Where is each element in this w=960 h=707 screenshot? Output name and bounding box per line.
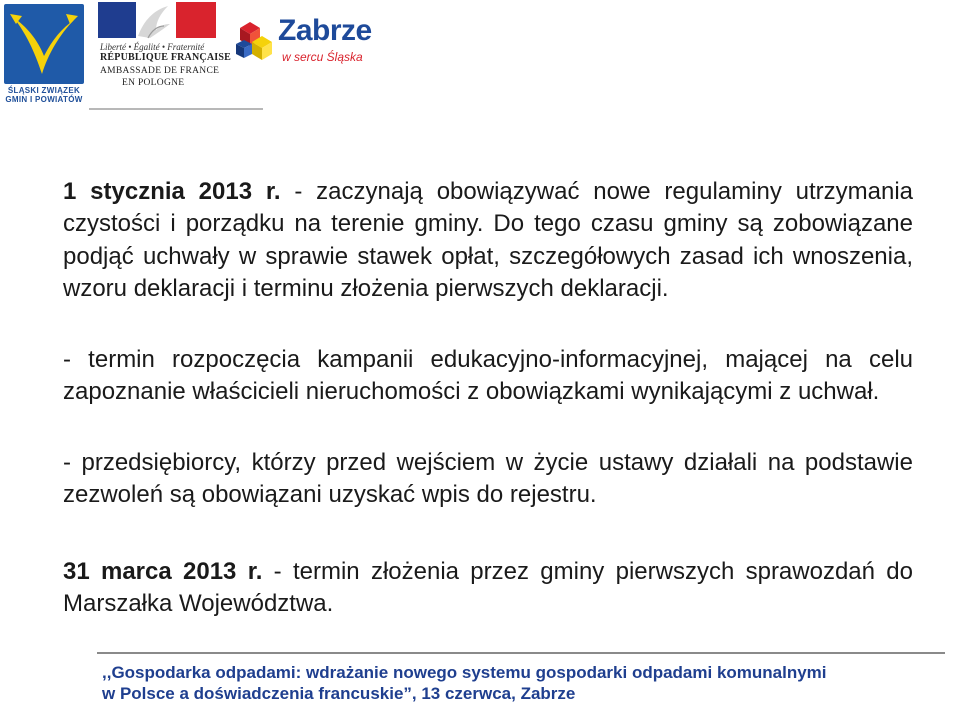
paragraph-regulations bbox=[63, 176, 913, 306]
paragraph-entrepreneurs: - przedsiębiorcy, którzy przed wejściem w życie ustawy działali na podstawie zezwoleń są obowiązani uzyskać wpis do rejestru. bbox=[63, 449, 913, 509]
french-republic-label: RÉPUBLIQUE FRANÇAISE bbox=[100, 52, 231, 63]
zabrze-logo bbox=[234, 12, 372, 72]
embassy-label: AMBASSADE DE FRANCE bbox=[100, 66, 220, 76]
french-embassy-logo bbox=[98, 0, 231, 96]
silesian-shield-icon bbox=[4, 4, 84, 84]
footer-line-2: w Polsce a doświadczenia francuskie”, 13 czerwca, Zabrze bbox=[102, 684, 576, 703]
date-jan-2013: 1 stycznia 2013 r. bbox=[63, 178, 281, 205]
silesian-logo-line1: ŚLĄSKI ZWIĄZEK bbox=[7, 86, 81, 95]
footer-line-1: ,,Gospodarka odpadami: wdrażanie nowego systemu gospodarki odpadami komunalnymi bbox=[102, 663, 827, 682]
silesian-logo-line2: GMIN I POWIATÓW bbox=[5, 95, 83, 104]
paragraph-reports bbox=[63, 556, 913, 621]
paragraph-campaign: - termin rozpoczęcia kampanii edukacyjno-informacyjnej, mającej na celu zapoznanie właścicieli nieruchomości z obowiązkami wynikającymi z uchwał. bbox=[63, 346, 913, 406]
paragraph-reports-text: - termin złożenia przez gminy pierwszych sprawozdań do Marszałka Województwa. bbox=[63, 558, 913, 618]
embassy-country-label: EN POLOGNE bbox=[122, 78, 185, 88]
silesian-union-logo bbox=[4, 4, 84, 102]
paragraph-regulations-text: - zaczynają obowiązywać nowe regulaminy utrzymania czystości i porządku na terenie gminy. Do tego czasu gminy są zobowiązane podjąć uchwały w sprawie stawek opłat, szczegółowych zasad ich wnoszenia, wzoru deklaracji i terminu złożenia pierwszych deklaracji. bbox=[63, 178, 913, 303]
header-divider bbox=[89, 108, 263, 110]
footer-divider bbox=[97, 652, 945, 654]
marianne-flag-icon bbox=[98, 0, 216, 40]
footer-conference-title bbox=[102, 662, 960, 704]
french-motto: Liberté • Égalité • Fraternité bbox=[100, 42, 205, 52]
zabrze-cubes-icon bbox=[234, 18, 276, 64]
date-mar-2013: 31 marca 2013 r. bbox=[63, 558, 263, 585]
zabrze-tagline: w sercu Śląska bbox=[282, 50, 363, 64]
logo-header bbox=[0, 0, 960, 120]
zabrze-name: Zabrze bbox=[278, 14, 372, 47]
